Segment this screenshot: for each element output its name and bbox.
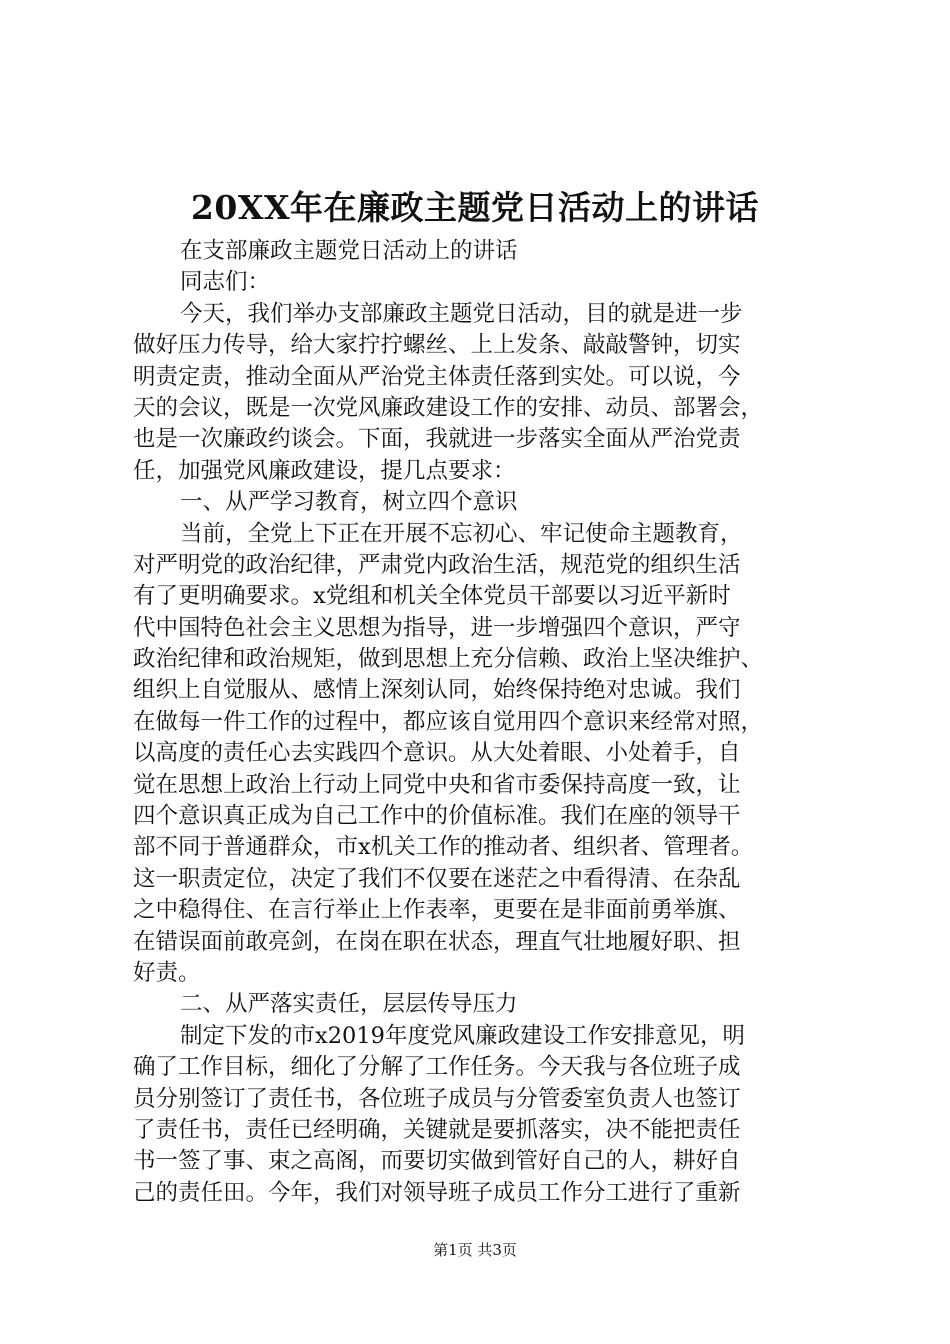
text-line: 觉在思想上政治上行动上同党中央和省市委保持高度一致，让 xyxy=(133,771,741,798)
text-line: 部不同于普通群众，市x机关工作的推动者、组织者、管理者。 xyxy=(133,834,754,861)
text-line: 组织上自觉服从、感情上深刻认同，始终保持绝对忠诚。我们 xyxy=(133,677,741,704)
text-line: 员分别签订了责任书，各位班子成员与分管委室负责人也签订 xyxy=(133,1085,741,1112)
text-line: 好责。 xyxy=(133,959,201,986)
text-line: 任，加强党风廉政建设，提几点要求： xyxy=(133,457,516,484)
text-line: 当前，全党上下正在开展不忘初心、牢记使命主题教育， xyxy=(180,520,743,547)
text-line: 天的会议，既是一次党风廉政建设工作的安排、动员、部署会， xyxy=(133,394,764,421)
text-line: 同志们： xyxy=(180,269,271,296)
text-line: 今天，我们举办支部廉政主题党日活动，目的就是进一步 xyxy=(180,300,743,327)
text-line: 代中国特色社会主义思想为指导，进一步增强四个意识，严守 xyxy=(133,614,741,641)
text-line: 也是一次廉政约谈会。下面，我就进一步落实全面从严治党责 xyxy=(133,426,741,453)
text-line: 一、从严学习教育，树立四个意识 xyxy=(180,489,518,516)
text-line: 做好压力传导，给大家拧拧螺丝、上上发条、敲敲警钟，切实 xyxy=(133,332,741,359)
text-line: 己的责任田。今年，我们对领导班子成员工作分工进行了重新 xyxy=(133,1179,741,1206)
text-line: 在支部廉政主题党日活动上的讲话 xyxy=(180,238,518,264)
text-line: 了责任书，责任已经明确，关键就是要抓落实，决不能把责任 xyxy=(133,1116,741,1143)
text-line: 书一签了事、束之高阁，而要切实做到管好自己的人，耕好自 xyxy=(133,1148,741,1175)
page-footer: 第1页 共3页 xyxy=(433,1241,517,1259)
document-title: 20XX年在廉政主题党日活动上的讲话 xyxy=(190,188,760,227)
text-line: 政治纪律和政治规矩，做到思想上充分信赖、政治上坚决维护、 xyxy=(133,646,764,673)
text-line: 有了更明确要求。x党组和机关全体党员干部要以习近平新时 xyxy=(133,583,731,610)
document-body xyxy=(133,236,833,1209)
text-line: 之中稳得住、在言行举止上作表率，更要在是非面前勇举旗、 xyxy=(133,897,741,924)
text-line: 制定下发的市x2019年度党风廉政建设工作安排意见，明 xyxy=(180,1022,745,1049)
text-line: 明责定责，推动全面从严治党主体责任落到实处。可以说，今 xyxy=(133,363,741,390)
text-line: 在错误面前敢亮剑，在岗在职在状态，理直气壮地履好职、担 xyxy=(133,928,741,955)
text-line: 在做每一件工作的过程中，都应该自觉用四个意识来经常对照， xyxy=(133,708,764,735)
text-line: 确了工作目标，细化了分解了工作任务。今天我与各位班子成 xyxy=(133,1054,741,1081)
text-line: 对严明党的政治纪律，严肃党内政治生活，规范党的组织生活 xyxy=(133,551,741,578)
text-line: 这一职责定位，决定了我们不仅要在迷茫之中看得清、在杂乱 xyxy=(133,865,741,892)
text-line: 四个意识真正成为自己工作中的价值标准。我们在座的领导干 xyxy=(133,803,741,830)
text-line: 以高度的责任心去实践四个意识。从大处着眼、小处着手，自 xyxy=(133,740,741,767)
text-line: 二、从严落实责任，层层传导压力 xyxy=(180,991,518,1018)
